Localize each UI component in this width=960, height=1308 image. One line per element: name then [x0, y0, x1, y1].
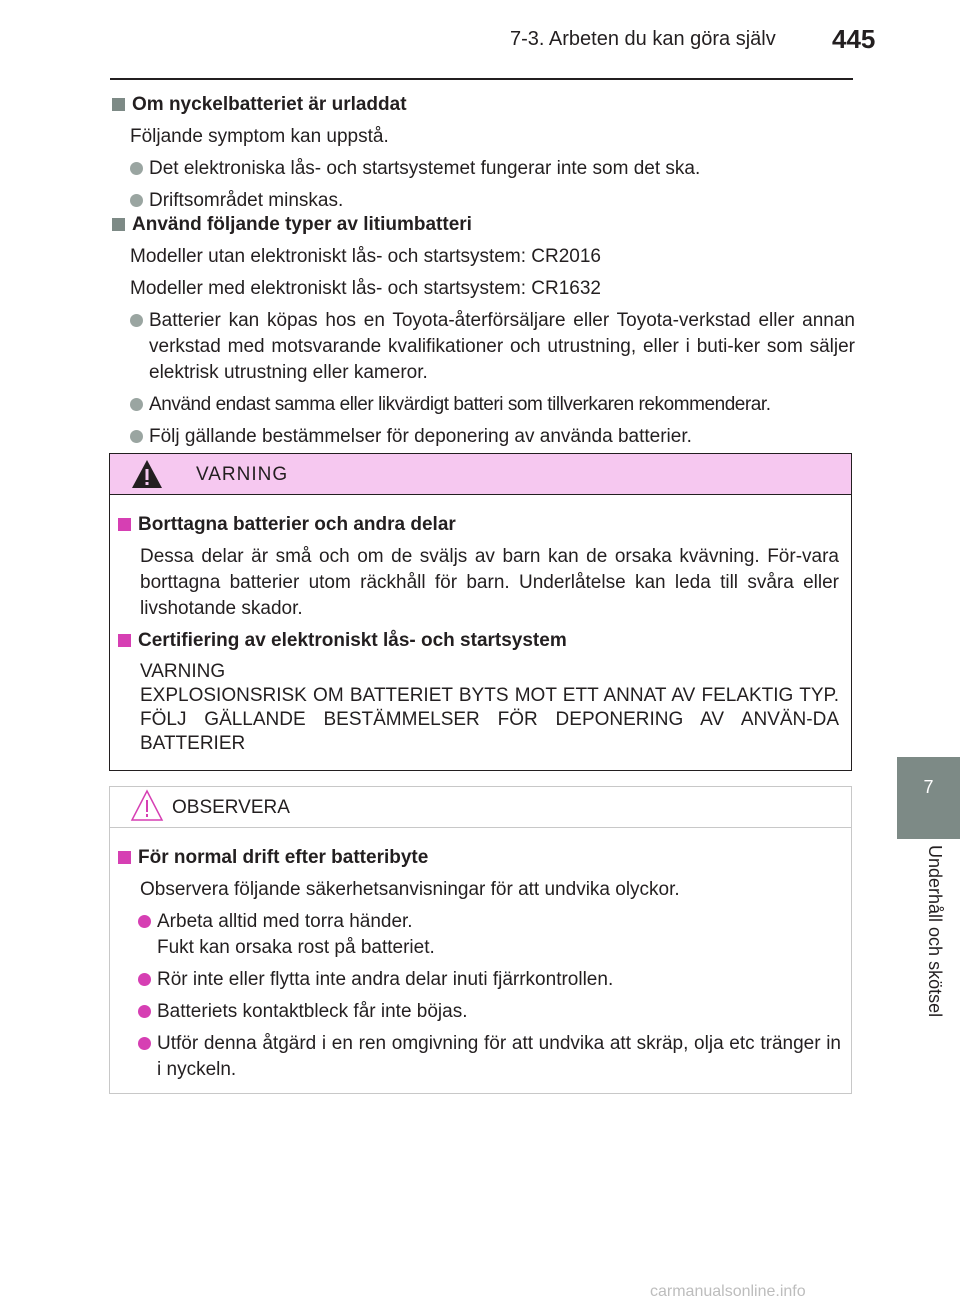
list-item [138, 909, 841, 961]
list-item-text: Följ gällande bestämmelser för deponering av använda batterier. [149, 426, 692, 447]
bullet-dot-icon [138, 973, 151, 986]
square-bullet-icon [118, 851, 131, 864]
section-heading [110, 212, 855, 238]
notice-content [110, 845, 851, 1083]
section-battery-low [110, 92, 855, 214]
heading-text: För normal drift efter batteribyte [138, 847, 429, 868]
certification-text: EXPLOSIONSRISK OM BATTERIET BYTS MOT ETT ANNAT AV FELAKTIG TYP. FÖLJ GÄLLANDE BESTÄMMELSER FÖR DEPONERING AV ANVÄN-DA BATTERIER [140, 685, 839, 754]
notice-header [110, 787, 851, 828]
list-item-text: Batterier kan köpas hos en Toyota-återförsäljare eller Toyota-verkstad eller annan verkstad med motsvarande kvalifikationer och utrustning, eller i buti-ker som säljer elektrisk utrustning eller kameror. [149, 310, 855, 383]
section-battery-types [110, 212, 855, 450]
square-bullet-icon [112, 98, 125, 111]
list-item-text: Rör inte eller flytta inte andra delar inuti fjärrkontrollen. [157, 969, 614, 990]
notice-title: OBSERVERA [172, 797, 290, 818]
list-item [130, 188, 855, 214]
bullet-dot-icon [130, 314, 143, 327]
list-item [130, 424, 855, 450]
list-item-text: Utför denna åtgärd i en ren omgivning för att undvika att skräp, olja etc tränger in i nyckeln. [157, 1033, 841, 1080]
bullet-dot-icon [130, 194, 143, 207]
list-item-text: Använd endast samma eller likvärdigt batteri som tillverkaren rekommenderar. [149, 394, 771, 415]
heading-text: Certifiering av elektroniskt lås- och startsystem [138, 630, 567, 651]
list-item [130, 392, 855, 418]
warning-content [110, 512, 851, 756]
bullet-dot-icon [130, 162, 143, 175]
bullet-dot-icon [138, 1037, 151, 1050]
warning-item-text: Dessa delar är små och om de sväljs av barn kan de orsaka kvävning. För-vara borttagna batterier utom räckhåll för barn. Underlåtelse kan leda till svåra eller livshotande skador. [140, 546, 839, 619]
warning-item-heading [116, 512, 851, 538]
notice-box [109, 786, 852, 1094]
page-header [0, 0, 960, 60]
section-heading [110, 92, 855, 118]
list-item [138, 999, 841, 1025]
bullet-dot-icon [138, 915, 151, 928]
heading-text: Använd följande typer av litiumbatteri [132, 214, 472, 235]
square-bullet-icon [118, 634, 131, 647]
list-item-text: Driftsområdet minskas. [149, 190, 344, 211]
heading-text: Om nyckelbatteriet är urladdat [132, 94, 407, 115]
intro-text: Följande symptom kan uppstå. [130, 126, 389, 147]
model-line: Modeller utan elektroniskt lås- och startsystem: CR2016 [130, 246, 601, 267]
section-title: 7-3. Arbeten du kan göra själv [510, 28, 776, 50]
bullet-dot-icon [130, 398, 143, 411]
watermark: carmanualsonline.info [650, 1283, 806, 1300]
warning-item-heading [116, 628, 851, 654]
square-bullet-icon [112, 218, 125, 231]
list-item-line: Arbeta alltid med torra händer. [157, 911, 413, 932]
warning-box [109, 453, 852, 771]
chapter-label: Underhåll och skötsel [925, 845, 945, 1018]
notice-heading [116, 845, 851, 871]
bullet-dot-icon [130, 430, 143, 443]
heading-text: Borttagna batterier och andra delar [138, 514, 456, 535]
page-number: 445 [832, 24, 876, 54]
chapter-tab: 7 [897, 757, 960, 839]
bullet-dot-icon [138, 1005, 151, 1018]
warning-title: VARNING [196, 464, 289, 485]
certification-label: VARNING [140, 661, 226, 682]
model-line: Modeller med elektroniskt lås- och startsystem: CR1632 [130, 278, 601, 299]
list-item-text [157, 909, 435, 961]
list-item-text: Det elektroniska lås- och startsystemet fungerar inte som det ska. [149, 158, 701, 179]
square-bullet-icon [118, 518, 131, 531]
notice-intro: Observera följande säkerhetsanvisningar för att undvika olyckor. [140, 879, 680, 900]
header-rule [110, 78, 853, 80]
warning-header [110, 454, 851, 495]
list-item [130, 308, 855, 386]
caution-triangle-icon [130, 789, 164, 828]
list-item [138, 1031, 841, 1083]
warning-triangle-icon [130, 458, 164, 495]
list-item [138, 967, 841, 993]
list-item [130, 156, 855, 182]
list-item-line: Fukt kan orsaka rost på batteriet. [157, 937, 435, 958]
list-item-text: Batteriets kontaktbleck får inte böjas. [157, 1001, 468, 1022]
